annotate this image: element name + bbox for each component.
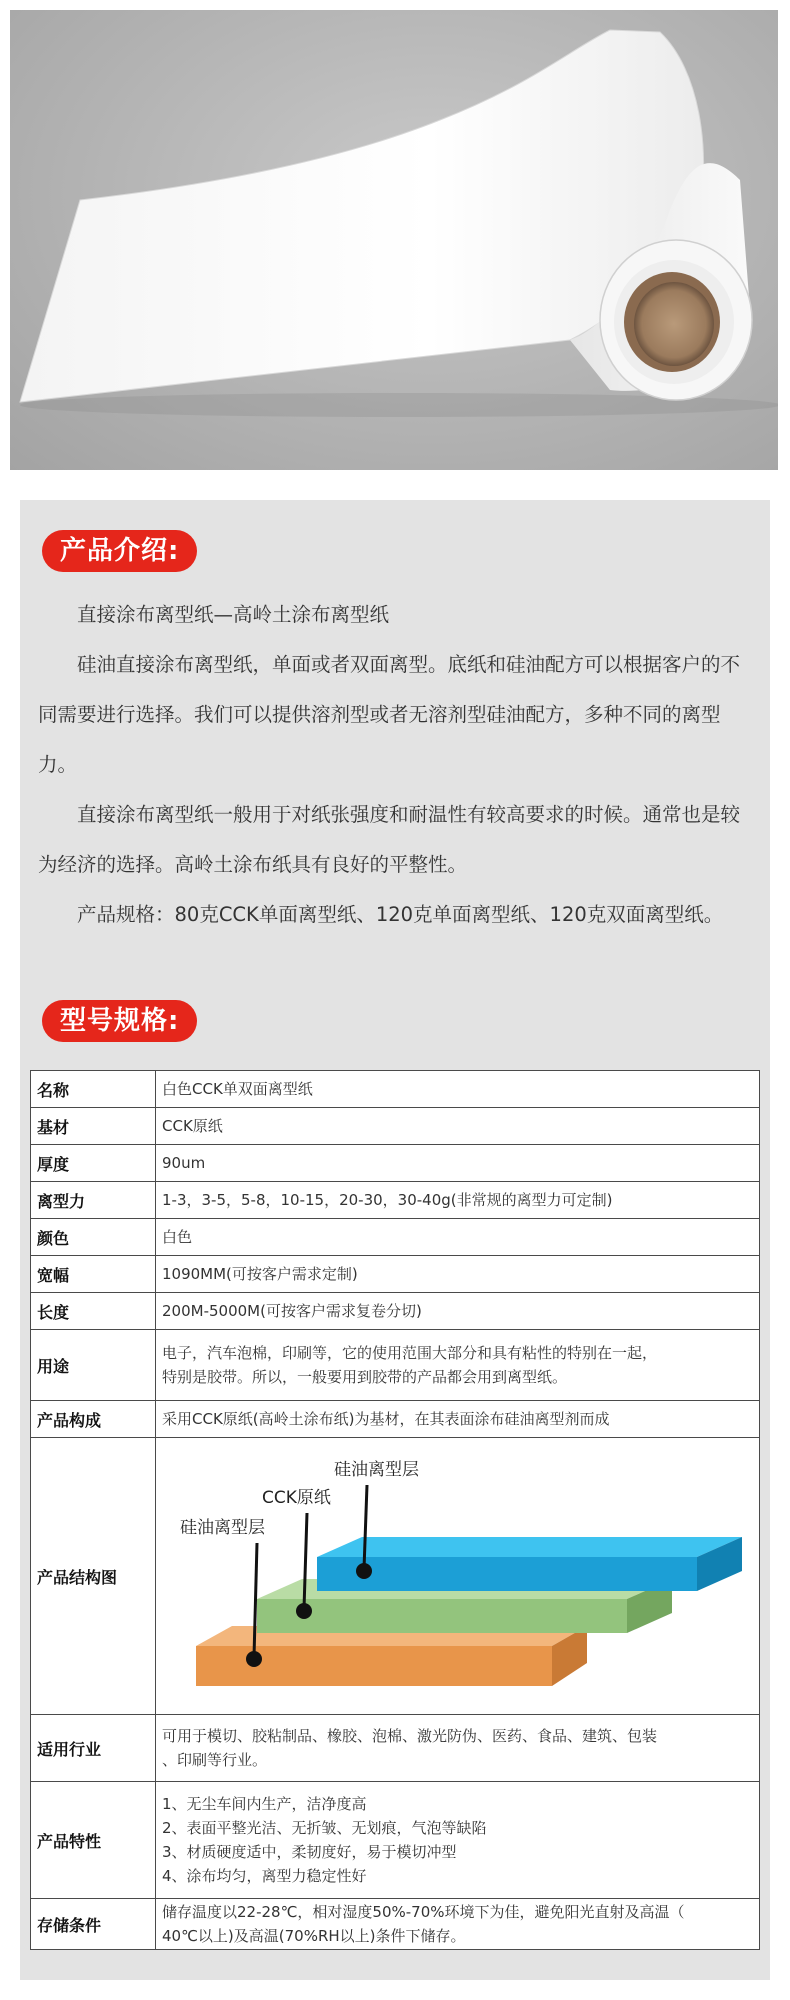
spec-key: 用途 [31,1330,156,1401]
spec-key: 产品特性 [31,1782,156,1899]
spec-key: 产品结构图 [31,1438,156,1715]
intro-paragraph: 直接涂布离型纸一般用于对纸张强度和耐温性有较高要求的时候。通常也是较为经济的选择。高岭土涂布纸具有良好的平整性。 [38,803,741,876]
middle-layer [257,1599,627,1633]
table-row [31,1715,760,1782]
layer-structure-diagram [162,1441,752,1711]
paper-roll-illustration [10,10,778,470]
spec-key: 颜色 [31,1219,156,1256]
table-row [31,1330,760,1401]
intro-heading: 产品介绍: [42,530,197,572]
intro-text [38,590,758,940]
spec-value [156,1782,760,1899]
table-row [31,1438,760,1715]
spec-value: 白色 [156,1219,760,1256]
spec-value-line: 电子，汽车泡棉，印刷等，它的使用范围大部分和具有粘性的特别在一起， [162,1344,658,1362]
spec-key: 基材 [31,1108,156,1145]
spec-key: 厚度 [31,1145,156,1182]
table-row [31,1256,760,1293]
spec-value-line: 3、材质硬度适中，柔韧度好，易于模切冲型 [162,1843,457,1861]
table-row [31,1293,760,1330]
table-row [31,1182,760,1219]
product-info-panel [20,500,770,1980]
spec-value: 90um [156,1145,760,1182]
table-row [31,1145,760,1182]
table-row [31,1899,760,1950]
table-row [31,1782,760,1899]
spec-key: 存储条件 [31,1899,156,1950]
product-photo [10,10,778,470]
table-row [31,1071,760,1108]
spec-key: 适用行业 [31,1715,156,1782]
spec-key: 宽幅 [31,1256,156,1293]
spec-value-line: 40℃以上)及高温(70%RH以上)条件下储存。 [162,1927,466,1945]
marker-dot-bottom [246,1651,262,1667]
top-layer [317,1557,697,1591]
intro-paragraph: 硅油直接涂布离型纸，单面或者双面离型。底纸和硅油配方可以根据客户的不同需要进行选择。我们可以提供溶剂型或者无溶剂型硅油配方，多种不同的离型力。 [38,653,741,776]
spec-value-line: 4、涂布均匀，离型力稳定性好 [162,1867,367,1885]
spec-value [156,1330,760,1401]
spec-value-line: 储存温度以22-28℃，相对湿度50%-70%环境下为佳，避免阳光直射及高温（ [162,1903,685,1921]
spec-value: 200M-5000M(可按客户需求复卷分切) [156,1293,760,1330]
spec-value-line: 1、无尘车间内生产，洁净度高 [162,1795,367,1813]
spec-value-line: 2、表面平整光洁、无折皱、无划痕，气泡等缺陷 [162,1819,487,1837]
intro-paragraph: 直接涂布离型纸—高岭土涂布离型纸 [77,603,390,626]
structure-diagram-cell [156,1438,760,1715]
spec-value-line: 特别是胶带。所以，一般要用到胶带的产品都会用到离型纸。 [162,1368,568,1386]
specs-heading: 型号规格: [42,1000,197,1042]
spec-value [156,1715,760,1782]
intro-paragraph: 产品规格：80克CCK单面离型纸、120克单面离型纸、120克双面离型纸。 [77,903,724,926]
layer-label-bottom: 硅油离型层 [180,1518,265,1538]
spec-value [156,1899,760,1950]
spec-value: 白色CCK单双面离型纸 [156,1071,760,1108]
top-layer-top-face [317,1537,742,1557]
table-row [31,1401,760,1438]
layer-label-middle: CCK原纸 [262,1488,331,1508]
marker-dot-top [356,1563,372,1579]
layer-label-top: 硅油离型层 [334,1460,419,1480]
spec-key: 名称 [31,1071,156,1108]
spec-value: 采用CCK原纸(高岭土涂布纸)为基材，在其表面涂布硅油离型剂而成 [156,1401,760,1438]
spec-value: 1090MM(可按客户需求定制) [156,1256,760,1293]
table-row [31,1219,760,1256]
spec-value-line: 可用于模切、胶粘制品、橡胶、泡棉、激光防伪、医药、食品、建筑、包装 [162,1727,658,1745]
spec-key: 离型力 [31,1182,156,1219]
spec-key: 长度 [31,1293,156,1330]
spec-table [30,1070,760,1950]
spec-key: 产品构成 [31,1401,156,1438]
table-row [31,1108,760,1145]
spec-value: CCK原纸 [156,1108,760,1145]
spec-value-line: 、印刷等行业。 [162,1751,268,1769]
bottom-layer [196,1646,552,1686]
marker-dot-middle [296,1603,312,1619]
spec-value: 1-3，3-5，5-8，10-15，20-30，30-40g(非常规的离型力可定制) [156,1182,760,1219]
